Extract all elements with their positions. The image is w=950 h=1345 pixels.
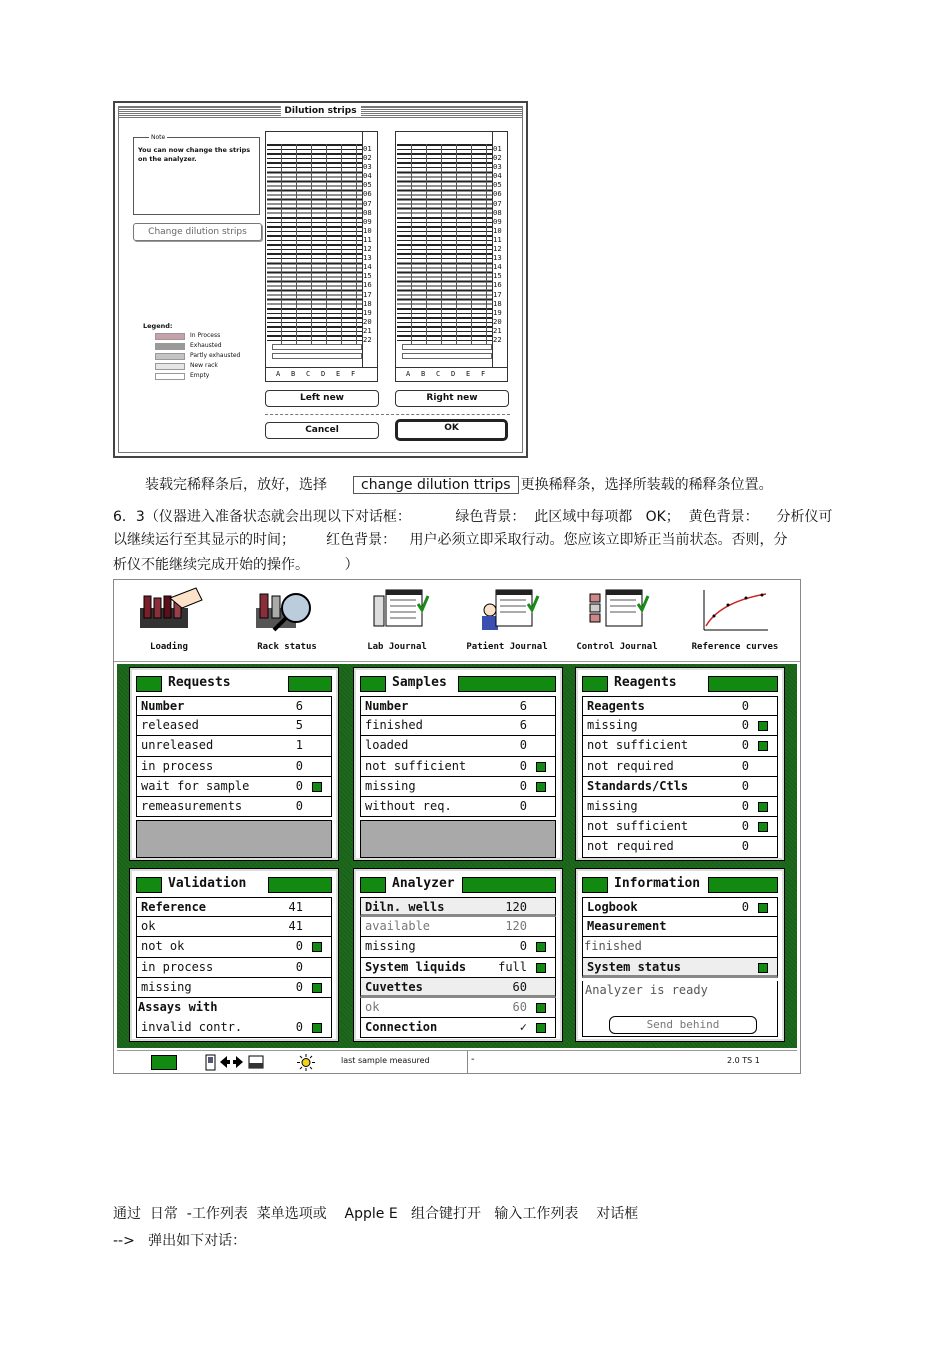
validation-row[interactable]: not ok 0 [136,937,332,957]
lab-journal-label: Lab Journal [367,642,427,652]
reference-curves-icon [700,586,770,634]
status-message: last sample measured [341,1056,430,1065]
analyzer-row[interactable]: Cuvettes 60 [360,978,556,998]
samples-row[interactable]: finished 6 [360,716,556,736]
rack-status-tool[interactable] [232,582,342,660]
requests-row[interactable]: in process 0 [136,757,332,777]
status-indicator [758,963,768,973]
loading-icon [134,586,204,634]
status-indicator [312,942,322,952]
status-dash: - [471,1054,475,1065]
samples-panel [354,668,562,860]
status-indicator [758,741,768,751]
status-indicator [536,942,546,952]
legend-title: Legend: [143,322,173,330]
status-indicator [758,822,768,832]
left-rack[interactable] [265,131,378,382]
paragraph-6: --> 弹出如下对话： [113,1233,247,1249]
analyzer-row[interactable]: System liquids full [360,958,556,978]
reagents-title: Reagents [614,675,677,690]
information-row[interactable]: Measurement [582,917,778,937]
status-indicator [536,1023,546,1033]
analyzer-row[interactable]: Diln. wells 120 [360,897,556,917]
patient-journal-tool[interactable] [452,582,562,660]
rack-status-label: Rack status [257,642,317,652]
toolbar [114,580,800,662]
ok-button[interactable]: OK [395,419,508,441]
left-rack-column-letters: A B C D E F [266,367,378,381]
validation-row: Assays with [136,998,332,1018]
sun-icon [297,1054,315,1071]
requests-row[interactable]: Number 6 [136,696,332,716]
loading-label: Loading [150,642,188,652]
reference-curves-tool[interactable] [672,582,798,660]
status-indicator [312,983,322,993]
lab-journal-tool[interactable] [342,582,452,660]
loading-tool[interactable] [114,582,224,660]
status-indicator [758,802,768,812]
samples-row[interactable]: loaded 0 [360,736,556,756]
patient-journal-icon [472,586,542,634]
requests-row[interactable]: remeasurements 0 [136,797,332,817]
analyzer-title: Analyzer [392,876,455,891]
requests-row[interactable]: wait for sample 0 [136,777,332,797]
requests-row[interactable]: released 5 [136,716,332,736]
status-indicator [151,1055,177,1070]
samples-row[interactable]: Number 6 [360,696,556,716]
validation-panel [130,869,338,1041]
dilution-strips-dialog: Dilution strips Note You can now change the strips on the analyzer. Change dilution strips Legend: In Process Exhausted Partly exhausted New rack Empty 01 02 03 04 05 06 07 08 09 10 11 12 13 14 15 16 17 18 19 20 21 22 A B C D E F 01 02 03 04 05 06 07 08 09 10 11 12 13 14 15 16 17 18 19 20 21 22 A B C D E F Left new Right new Cancel OK [113,101,528,458]
validation-row[interactable]: in process 0 [136,958,332,978]
requests-row[interactable]: unreleased 1 [136,736,332,756]
information-row[interactable]: Logbook 0 [582,897,778,917]
rack-status-icon [252,586,322,634]
status-indicator [758,903,768,913]
divider [265,414,510,415]
reagents-row[interactable]: not sufficient 0 [582,736,778,756]
information-title: Information [614,876,701,891]
reagents-row[interactable]: Reagents 0 [582,696,778,716]
patient-journal-label: Patient Journal [466,642,548,652]
reagents-row[interactable]: not required 0 [582,757,778,777]
status-indicator [312,782,322,792]
reagents-row[interactable]: not sufficient 0 [582,817,778,837]
paragraph-3: 以继续运行至其显示的时间； 红色背景： 用户必须立即采取行动。您应该立即矫正当前状态。否则，分 [113,532,788,548]
requests-panel [130,668,338,860]
navigation-icons[interactable] [205,1054,277,1071]
reagents-row[interactable]: missing 0 [582,797,778,817]
samples-row[interactable]: not sufficient 0 [360,757,556,777]
analyzer-row[interactable]: available 120 [360,917,556,937]
analyzer-panel [354,869,562,1041]
left-rack-row-numbers: 01 02 03 04 05 06 07 08 09 10 11 12 13 14 15 16 17 18 19 20 21 22 [363,144,372,344]
information-panel [576,869,784,1041]
samples-row[interactable]: missing 0 [360,777,556,797]
note-label: Note [151,134,166,141]
change-dilution-strips-button[interactable]: Change dilution strips [133,223,262,241]
status-bar [117,1050,797,1073]
send-behind-button[interactable]: Send behind [609,1016,757,1034]
status-indicator [536,1003,546,1013]
samples-row[interactable]: without req. 0 [360,797,556,817]
paragraph-2: 6．3（仪器进入准备状态就会出现以下对话框： 绿色背景： 此区域中每项都 OK； 黄色背景： 分析仪可 [113,509,833,525]
cancel-button[interactable]: Cancel [265,422,379,439]
right-rack-row-numbers: 01 02 03 04 05 06 07 08 09 10 11 12 13 14 15 16 17 18 19 20 21 22 [493,144,502,344]
validation-row[interactable]: ok 41 [136,917,332,937]
right-rack[interactable] [395,131,508,382]
p1-after: 更换稀释条，选择所装载的稀释条位置。 [520,477,773,493]
status-indicator [536,762,546,772]
information-row[interactable]: System status [582,958,778,978]
validation-row[interactable]: Reference 41 [136,897,332,917]
status-indicator [758,721,768,731]
system-status-text: Analyzer is ready [585,983,708,997]
status-indicator [536,782,546,792]
status-indicator [312,1023,322,1033]
paragraph-4: 析仪不能继续完成开始的操作。 ） [113,557,359,573]
paragraph-1 [145,476,773,494]
control-journal-tool[interactable] [562,582,672,660]
reagents-row[interactable]: missing 0 [582,716,778,736]
analyzer-row[interactable]: missing 0 [360,937,556,957]
lab-journal-icon [362,586,432,634]
right-rack-column-letters: A B C D E F [396,367,508,381]
validation-row[interactable]: missing 0 [136,978,332,998]
control-journal-label: Control Journal [576,642,658,652]
status-area [117,664,797,1048]
samples-title: Samples [392,675,447,690]
analyzer-status-screen [113,579,801,1074]
left-new-button[interactable]: Left new [265,390,379,407]
p1-before: 装载完稀释条后，放好，选择 [145,477,327,493]
change-dilution-ttrips-button[interactable]: change dilution ttrips [353,476,519,494]
validation-row[interactable]: invalid contr. 0 [136,1018,332,1038]
reagents-row[interactable]: not required 0 [582,837,778,857]
reagents-panel [576,668,784,860]
right-new-button[interactable]: Right new [395,390,509,407]
information-row[interactable]: finished [582,937,778,957]
version-label: 2.0 TS 1 [727,1056,760,1065]
control-journal-icon [582,586,652,634]
validation-title: Validation [168,876,247,891]
analyzer-row[interactable]: Connection ✓ [360,1018,556,1038]
note-text: You can now change the strips on the analyzer. [138,146,251,163]
reagents-row[interactable]: Standards/Ctls 0 [582,777,778,797]
paragraph-5: 通过 日常 -工作列表 菜单选项或 Apple E 组合键打开 输入工作列表 对话框 [113,1206,639,1222]
reference-curves-label: Reference curves [691,642,779,652]
requests-title: Requests [168,675,231,690]
analyzer-row[interactable]: ok 60 [360,998,556,1018]
dialog-title: Dilution strips [280,106,360,116]
status-indicator [536,963,546,973]
dialog-titlebar [119,107,522,119]
